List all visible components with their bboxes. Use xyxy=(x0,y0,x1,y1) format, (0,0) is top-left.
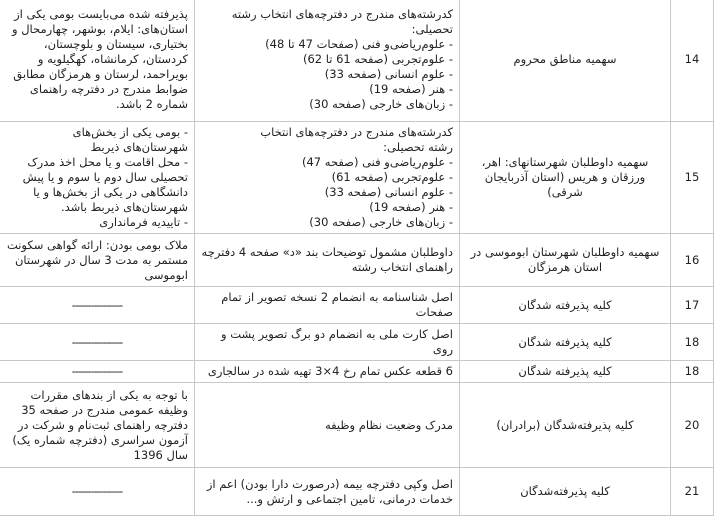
table-row xyxy=(0,383,714,468)
row-number: 17 xyxy=(671,287,714,324)
table-row xyxy=(0,287,714,324)
row-subject: کلیه پذیرفته شدگان xyxy=(460,361,671,383)
row-documents: داوطلبان مشمول توضیحات بند «د» صفحه 4 دفترچه راهنمای انتخاب رشته xyxy=(195,234,460,287)
row-notes: ملاک بومی بودن: ارائه گواهی سکونت مستمر به مدت 3 سال در شهرستان ابوموسی xyxy=(0,234,195,287)
row-notes: ---------------- xyxy=(0,468,195,516)
doc-line: تحصیلی: xyxy=(411,21,453,36)
row-number: 20 xyxy=(671,383,714,468)
row-documents xyxy=(195,122,460,234)
doc-line: - علوم انسانی (صفحه 33) xyxy=(324,66,453,81)
row-subject: سهمیه داوطلبان شهرستان ابوموسی در استان هرمزگان xyxy=(460,234,671,287)
row-number: 15 xyxy=(671,122,714,234)
row-subject: کلیه پذیرفته‌شدگان (برادران) xyxy=(460,383,671,468)
row-notes: با توجه به یکی از بندهای مقررات وظیفه عمومی مندرج در صفحه 35 دفترچه راهنمای ثبت‌نام و شرکت در آزمون سراسری (دفترچه شماره یک) سال 1396 xyxy=(0,383,195,468)
row-subject: سهمیه مناطق محروم xyxy=(460,0,671,122)
row-documents: 6 قطعه عکس تمام رخ 4×3 تهیه شده در سالجاری xyxy=(195,361,460,383)
table-row xyxy=(0,468,714,516)
row-number: 21 xyxy=(671,468,714,516)
table-row xyxy=(0,0,714,122)
row-number: 18 xyxy=(671,324,714,361)
doc-line: - هنر (صفحه 19) xyxy=(369,81,453,96)
row-notes: ---------------- xyxy=(0,324,195,361)
row-notes: پذیرفته شده می‌بایست بومی یکی از استان‌های: ایلام، بوشهر، چهارمحال و بختیاری، سیستان و بلوچستان، کردستان، کرمانشاه، کهگیلویه و بویراحمد، لرستان و هرمزگان مطابق ضوابط مندرج در دفترچه راهنمای شماره 2 باشد. xyxy=(0,0,195,122)
table-row xyxy=(0,361,714,383)
doc-line: - علوم انسانی (صفحه 33) xyxy=(324,185,453,199)
note-line: - تاییدیه فرمانداری xyxy=(99,215,188,229)
row-subject: کلیه پذیرفته شدگان xyxy=(460,287,671,324)
row-notes: ---------------- xyxy=(0,361,195,383)
note-line: - بومی یکی از بخش‌های شهرستان‌های ذیربط xyxy=(72,125,188,154)
row-documents: اصل کارت ملی به انضمام دو برگ تصویر پشت و روی xyxy=(195,324,460,361)
row-subject: کلیه پذیرفته‌شدگان xyxy=(460,468,671,516)
row-documents: مدرک وضعیت نظام وظیفه xyxy=(195,383,460,468)
doc-line: - علوم‌تجربی (صفحه 61 تا 62) xyxy=(302,51,453,66)
table-row xyxy=(0,324,714,361)
doc-line: رشته تحصیلی: xyxy=(383,140,453,154)
row-documents: اصل وکپی دفترچه بیمه (درصورت دارا بودن) اعم از خدمات درمانی، تامین اجتماعی و ارتش و... xyxy=(195,468,460,516)
row-subject: سهمیه داوطلبان شهرستانهای: اهر، ورزقان و هریس (استان آذربایجان شرقی) xyxy=(460,122,671,234)
doc-line: - هنر (صفحه 19) xyxy=(369,200,453,214)
table-row xyxy=(0,122,714,234)
note-line: - محل اقامت و یا محل اخذ مدرک تحصیلی سال دوم یا سوم و یا پیش دانشگاهی در یکی از بخش‌ها و یا شهرستان‌های ذیربط باشد. xyxy=(22,155,188,214)
row-notes xyxy=(0,122,195,234)
doc-line: - زبان‌های خارجی (صفحه 30) xyxy=(309,96,453,111)
doc-line: - علوم‌ریاضی‌و فنی (صفحه 47) xyxy=(301,155,453,169)
row-number: 14 xyxy=(671,0,714,122)
row-subject: کلیه پذیرفته شدگان xyxy=(460,324,671,361)
doc-line: کدرشته‌های مندرج در دفترچه‌های انتخاب رشته xyxy=(231,6,453,21)
row-documents: اصل شناسنامه به انضمام 2 نسخه تصویر از تمام صفحات xyxy=(195,287,460,324)
doc-line: - زبان‌های خارجی (صفحه 30) xyxy=(309,215,453,229)
row-number: 18 xyxy=(671,361,714,383)
row-documents xyxy=(195,0,460,122)
row-notes: ---------------- xyxy=(0,287,195,324)
doc-line: کدرشته‌های مندرج در دفترچه‌های انتخاب xyxy=(260,125,453,139)
table-row xyxy=(0,234,714,287)
doc-line: - علوم‌تجربی (صفحه 61) xyxy=(331,170,453,184)
doc-line: - علوم‌ریاضی‌و فنی (صفحات 47 تا 48) xyxy=(265,36,453,51)
row-number: 16 xyxy=(671,234,714,287)
